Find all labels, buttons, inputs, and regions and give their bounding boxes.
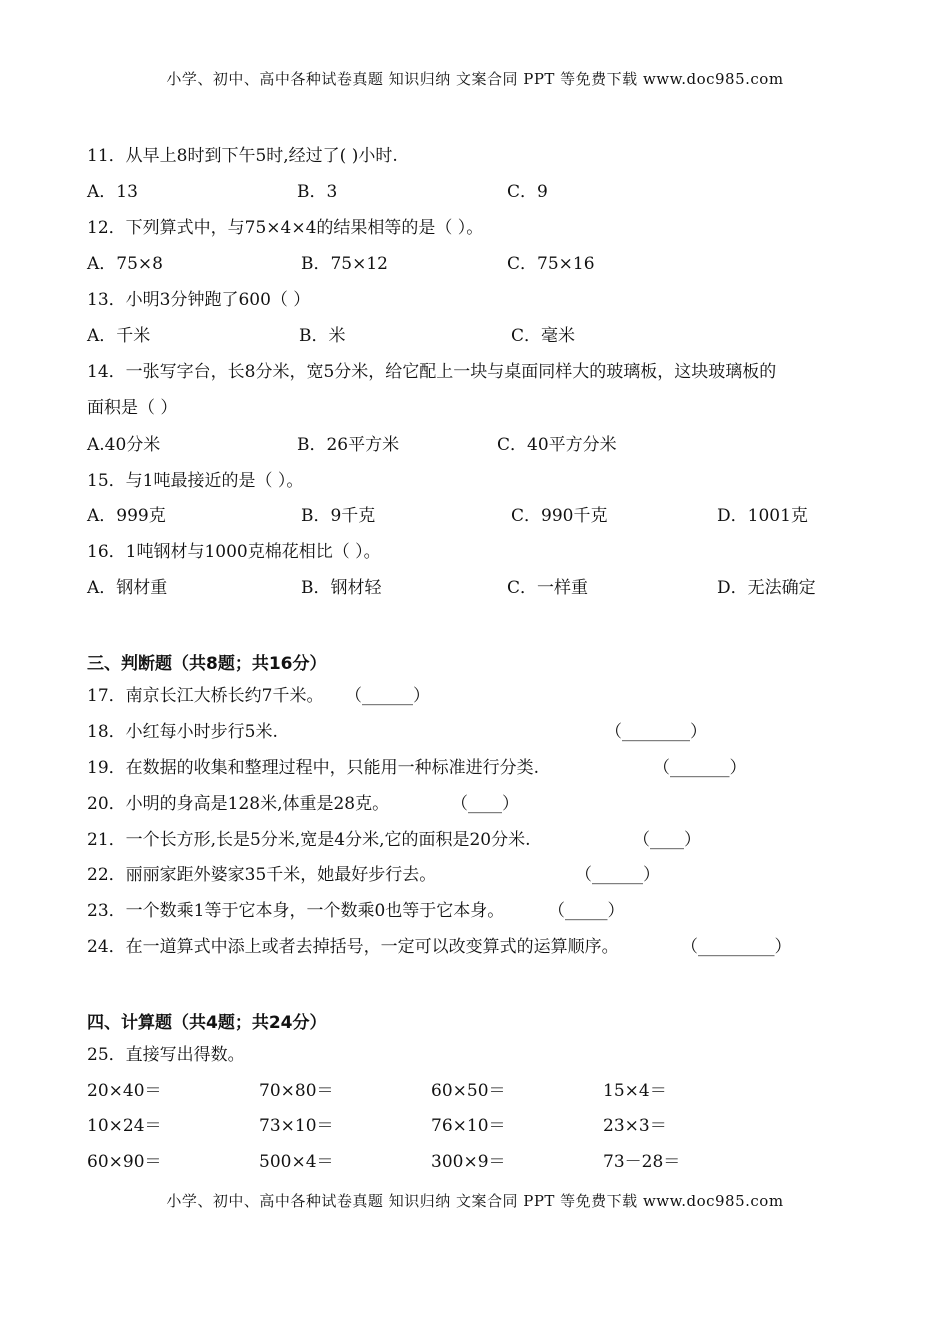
q14-option-a[interactable]: A.40分米 bbox=[87, 435, 161, 455]
judge-blank-24[interactable]: （_________） bbox=[681, 937, 792, 957]
question-12: 12．下列算式中，与75×4×4的结果相等的是（ ）。 bbox=[87, 218, 484, 238]
q15-option-d[interactable]: D．1001克 bbox=[717, 506, 808, 526]
question-11: 11．从早上8时到下午5时,经过了( )小时. bbox=[87, 146, 398, 166]
judge-blank-19[interactable]: （_______） bbox=[653, 758, 747, 778]
q15-option-b[interactable]: B．9千克 bbox=[301, 506, 376, 526]
judge-blank-20[interactable]: （____） bbox=[451, 794, 519, 814]
judge-item-19: 19．在数据的收集和整理过程中，只能用一种标准进行分类. bbox=[87, 758, 540, 778]
calc-item: 300×9＝ bbox=[431, 1152, 506, 1172]
calc-item: 23×3＝ bbox=[603, 1116, 667, 1136]
judge-item-17: 17．南京长江大桥长约7千米。 bbox=[87, 686, 324, 706]
q14-option-c[interactable]: C．40平方分米 bbox=[497, 435, 617, 455]
calc-item: 70×80＝ bbox=[259, 1081, 334, 1101]
q13-option-a[interactable]: A．千米 bbox=[87, 326, 151, 346]
calc-item: 20×40＝ bbox=[87, 1081, 162, 1101]
question-14: 14．一张写字台，长8分米，宽5分米，给它配上一块与桌面同样大的玻璃板，这块玻璃板的 bbox=[87, 362, 777, 382]
question-13: 13．小明3分钟跑了600（ ） bbox=[87, 290, 311, 310]
question-16: 16．1吨钢材与1000克棉花相比（ ）。 bbox=[87, 542, 381, 562]
judge-item-22: 22．丽丽家距外婆家35千米，她最好步行去。 bbox=[87, 865, 437, 885]
q11-option-a[interactable]: A．13 bbox=[87, 182, 138, 202]
q16-option-c[interactable]: C．一样重 bbox=[507, 578, 589, 598]
page-footer: 小学、初中、高中各种试卷真题 知识归纳 文案合同 PPT 等免费下载 www.doc985.com bbox=[166, 1192, 784, 1210]
q15-option-c[interactable]: C．990千克 bbox=[511, 506, 608, 526]
calc-item: 73×10＝ bbox=[259, 1116, 334, 1136]
q16-option-b[interactable]: B．钢材轻 bbox=[301, 578, 382, 598]
q16-option-d[interactable]: D．无法确定 bbox=[717, 578, 816, 598]
q12-option-a[interactable]: A．75×8 bbox=[87, 254, 163, 274]
calc-item: 10×24＝ bbox=[87, 1116, 162, 1136]
question-14-continued: 面积是（ ） bbox=[87, 398, 178, 418]
judge-item-18: 18．小红每小时步行5米. bbox=[87, 722, 278, 742]
judge-item-23: 23．一个数乘1等于它本身，一个数乘0也等于它本身。 bbox=[87, 901, 505, 921]
q14-option-b[interactable]: B．26平方米 bbox=[297, 435, 400, 455]
judge-item-21: 21．一个长方形,长是5分米,宽是4分米,它的面积是20分米. bbox=[87, 830, 531, 850]
q11-option-c[interactable]: C．9 bbox=[507, 182, 548, 202]
calc-item: 60×90＝ bbox=[87, 1152, 162, 1172]
judge-blank-23[interactable]: （_____） bbox=[548, 901, 625, 921]
q16-option-a[interactable]: A．钢材重 bbox=[87, 578, 168, 598]
q12-option-b[interactable]: B．75×12 bbox=[301, 254, 389, 274]
calc-item: 60×50＝ bbox=[431, 1081, 506, 1101]
page-header: 小学、初中、高中各种试卷真题 知识归纳 文案合同 PPT 等免费下载 www.doc985.com bbox=[166, 70, 784, 88]
judge-blank-22[interactable]: （______） bbox=[575, 865, 660, 885]
judge-item-24: 24．在一道算式中添上或者去掉括号，一定可以改变算式的运算顺序。 bbox=[87, 937, 619, 957]
q15-option-a[interactable]: A．999克 bbox=[87, 506, 166, 526]
q13-option-b[interactable]: B．米 bbox=[299, 326, 346, 346]
question-15: 15．与1吨最接近的是（ ）。 bbox=[87, 471, 304, 491]
judge-item-20: 20．小明的身高是128米,体重是28克。 bbox=[87, 794, 390, 814]
question-25: 25．直接写出得数。 bbox=[87, 1045, 245, 1065]
q13-option-c[interactable]: C．毫米 bbox=[511, 326, 576, 346]
calc-item: 73－28＝ bbox=[603, 1152, 681, 1172]
judge-blank-18[interactable]: （________） bbox=[605, 722, 707, 742]
judge-blank-21[interactable]: （____） bbox=[633, 830, 701, 850]
calc-item: 15×4＝ bbox=[603, 1081, 667, 1101]
calc-item: 76×10＝ bbox=[431, 1116, 506, 1136]
calc-item: 500×4＝ bbox=[259, 1152, 334, 1172]
judge-blank-17[interactable]: （______） bbox=[345, 686, 430, 706]
section-judge-title: 三、判断题（共8题；共16分） bbox=[87, 654, 327, 674]
section-calc-title: 四、计算题（共4题；共24分） bbox=[87, 1013, 327, 1033]
q12-option-c[interactable]: C．75×16 bbox=[507, 254, 595, 274]
q11-option-b[interactable]: B．3 bbox=[297, 182, 338, 202]
